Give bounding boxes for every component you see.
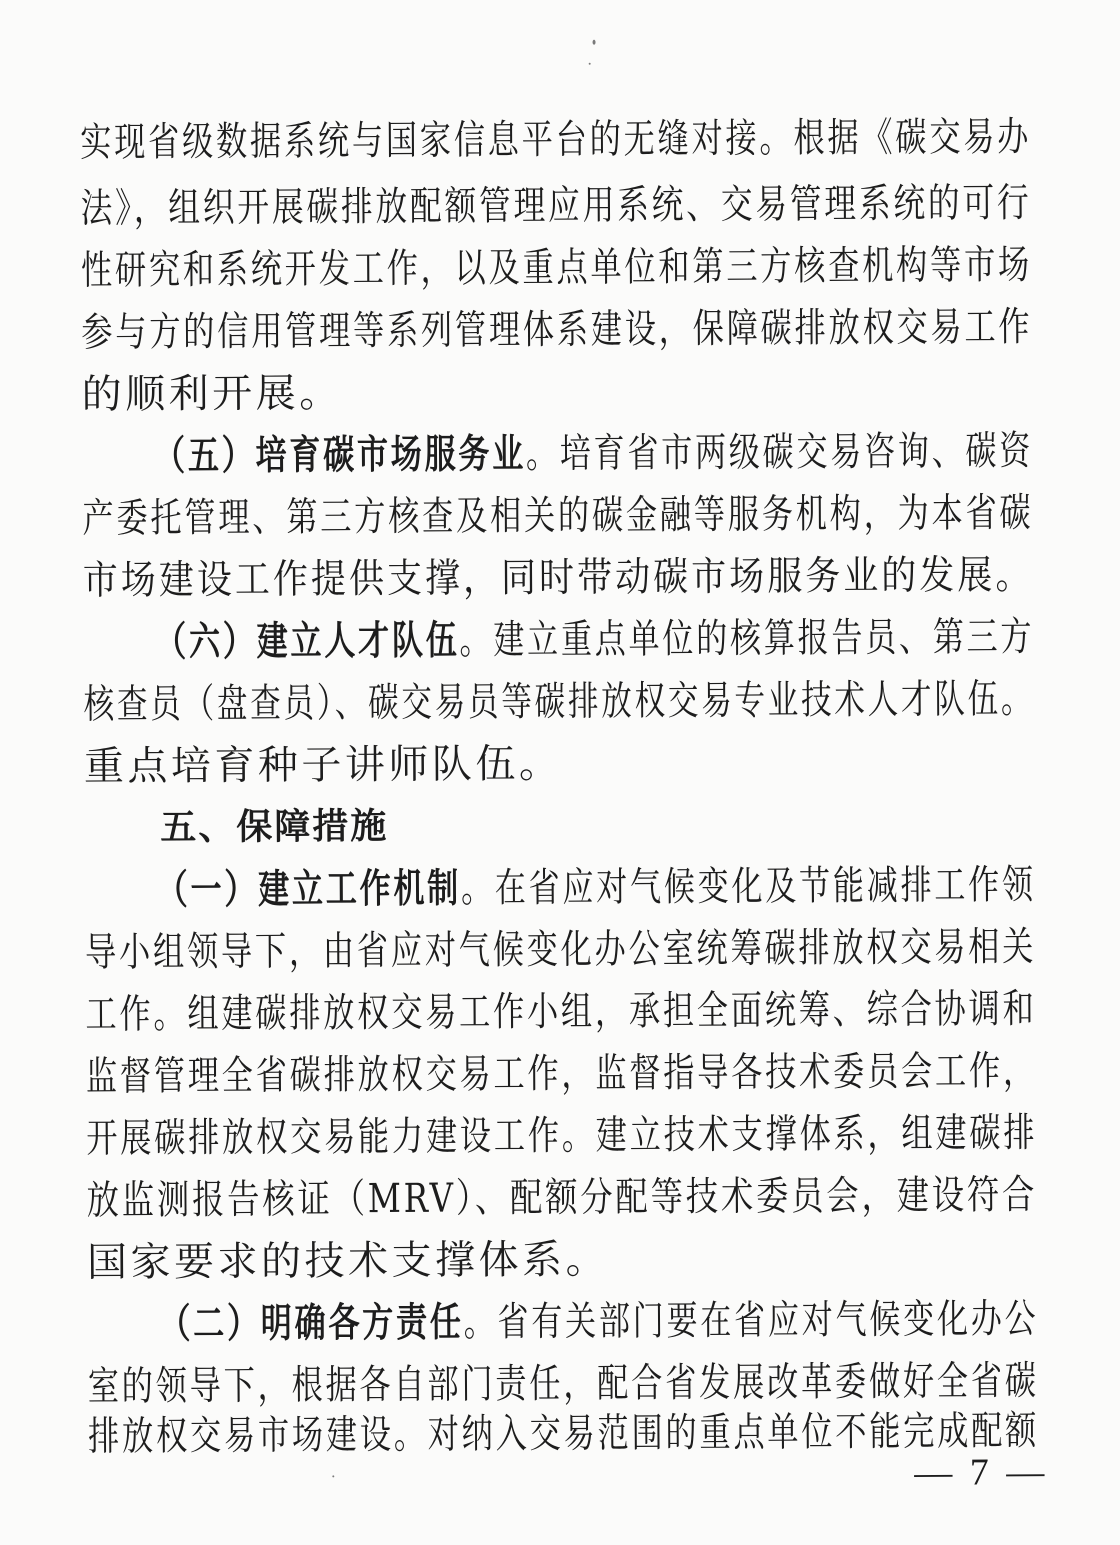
paragraph-5-first-line — [33, 425, 1034, 483]
scan-speck — [593, 40, 596, 45]
text-line: 产委托管理、第三方核查及相关的碳金融等服务机构，为本省碳 — [82, 490, 1034, 542]
section-1-heading: （一）建立工作机制 — [156, 864, 462, 914]
text-line: 参与方的信用管理等系列管理体系建设，保障碳排放权交易工作 — [81, 304, 1033, 356]
text-line: 实现省级数据系统与国家信息平台的无缝对接。根据《碳交易办 — [80, 114, 1032, 166]
text-line: 性研究和系统开发工作，以及重点单位和第三方核查机构等市场 — [80, 242, 1033, 294]
scan-speck — [332, 1475, 334, 1477]
section-2-heading: （二）明确各方责任 — [159, 1298, 464, 1348]
paragraph-6-text: 。建立重点单位的核算报告员、第三方 — [459, 614, 1035, 664]
text-line: 监督管理全省碳排放权交易工作，监督指导各技术委员会工作， — [85, 1048, 1037, 1100]
text-line: 法》，组织开展碳排放配额管理应用系统、交易管理系统的可行 — [80, 180, 1032, 232]
section-title: 五、保障措施 — [160, 806, 389, 849]
text-line: 市场建设工作提供支撑，同时带动碳市场服务业的发展。 — [82, 552, 1034, 604]
paragraph-5-heading: （五）培育碳市场服务业 — [153, 430, 527, 480]
text-line: 排放权交易市场建设。对纳入交易范围的重点单位不能完成配额 — [87, 1408, 1040, 1460]
text-line: 工作。组建碳排放权交易工作小组，承担全面统筹、综合协调和 — [85, 986, 1037, 1038]
paragraph-6-heading: （六）建立人才队伍 — [155, 616, 460, 666]
section-1-text: 。在省应对气候变化及节能减排工作领 — [460, 862, 1036, 912]
text-line: 重点培育种子讲师队伍。 — [83, 740, 563, 790]
page-number: — 7 — — [914, 1451, 1049, 1494]
section-1-first-line — [35, 859, 1036, 917]
text-line: 导小组领导下，由省应对气候变化办公室统筹碳排放权交易相关 — [84, 924, 1037, 976]
text-line: 核查员（盘查员）、碳交易员等碳排放权交易专业技术人才队伍。 — [83, 676, 1035, 728]
paragraph-6-first-line — [34, 611, 1035, 669]
text-line: 国家要求的技术支撑体系。 — [86, 1236, 610, 1286]
paragraph-5-text: 。培育省市两级碳交易咨询、碳资 — [525, 428, 1034, 478]
text-line: 开展碳排放权交易能力建设工作。建立技术支撑体系，组建碳排 — [86, 1110, 1038, 1162]
text-line: 放监测报告核证（MRV）、配额分配等技术委员会，建设符合 — [86, 1172, 1038, 1224]
section-2-text: 。省有关部门要在省应对气候变化办公 — [463, 1296, 1039, 1346]
section-2-first-line — [38, 1293, 1039, 1351]
text-line: 室的领导下，根据各自部门责任，配合省发展改革委做好全省碳 — [87, 1358, 1039, 1410]
scan-speck — [589, 63, 591, 65]
text-line: 的顺利开展。 — [81, 370, 343, 418]
